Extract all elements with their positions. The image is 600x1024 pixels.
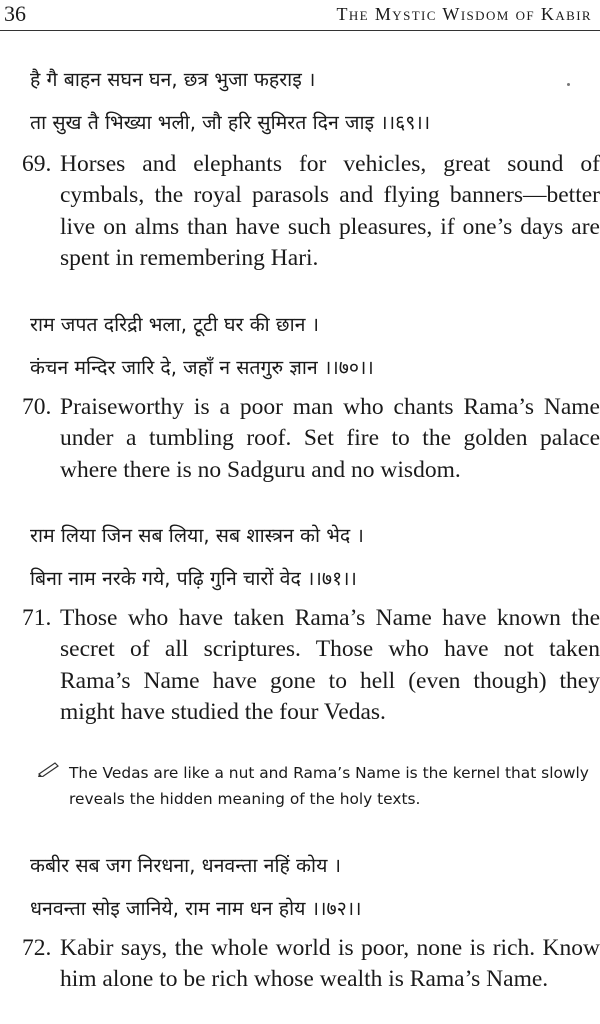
pen-icon [38, 761, 60, 777]
running-title: The Mystic Wisdom of Kabir [336, 4, 592, 24]
translation-text: Praiseworthy is a poor man who chants Rama’s Name under a tumbling roof. Set fire to the golden palace where there is no Sadguru and no wisdom. [60, 394, 600, 483]
verse-line: कबीर सब जग निरधना, धनवन्ता नहिं कोय । [30, 854, 341, 877]
translation-text: Those who have taken Rama’s Name have known the secret of all scriptures. Those who have not taken Rama’s Name have gone to hell (even though) they might have studied the four Vedas. [60, 605, 600, 725]
verse-line: राम लिया जिन सब लिया, सब शास्त्रन को भेद । [30, 524, 364, 547]
verse-line: है गै बाहन सघन घन, छत्र भुजा फहराइ । [30, 68, 316, 91]
translation-text: Kabir says, the whole world is poor, none is rich. Know him alone to be rich whose wealth is Rama’s Name. [60, 935, 600, 993]
verse-72 [30, 844, 362, 930]
translation-number: 69. [22, 151, 52, 177]
translation-number: 70. [22, 394, 52, 420]
verse-70 [30, 303, 374, 389]
speck-mark [567, 83, 570, 86]
note-text: The Vedas are like a nut and Rama’s Name is the kernel that slowly reveals the hidden meaning of the holy texts. [69, 764, 589, 808]
verse-69 [30, 58, 430, 144]
translation-70 [22, 392, 600, 486]
verse-line: राम जपत दरिद्री भला, टूटी घर की छान । [30, 313, 320, 336]
commentary-note [38, 760, 596, 812]
translation-71 [22, 603, 600, 728]
verse-line: धनवन्ता सोइ जानिये, राम नाम धन होय ।।७२।। [30, 897, 362, 920]
verse-line: बिना नाम नरके गये, पढ़ि गुनि चारों वेद ।।७१।। [30, 567, 357, 590]
page-number: 36 [4, 1, 26, 26]
translation-text: Horses and elephants for vehicles, great sound of cymbals, the royal parasols and flying banners—better live on alms than have such pleasures, if one’s days are spent in remembering Hari. [60, 151, 600, 271]
verse-71 [30, 514, 364, 600]
translation-number: 72. [22, 935, 52, 961]
verse-line: कंचन मन्दिर जारि दे, जहाँ न सतगुरु ज्ञान ।।७०।। [30, 356, 374, 379]
translation-72 [22, 933, 600, 996]
translation-69 [22, 149, 600, 274]
translation-number: 71. [22, 605, 52, 631]
verse-line: ता सुख तै भिख्या भली, जौ हरि सुमिरत दिन जाइ ।।६९।। [30, 111, 431, 134]
page-header [0, 0, 600, 31]
